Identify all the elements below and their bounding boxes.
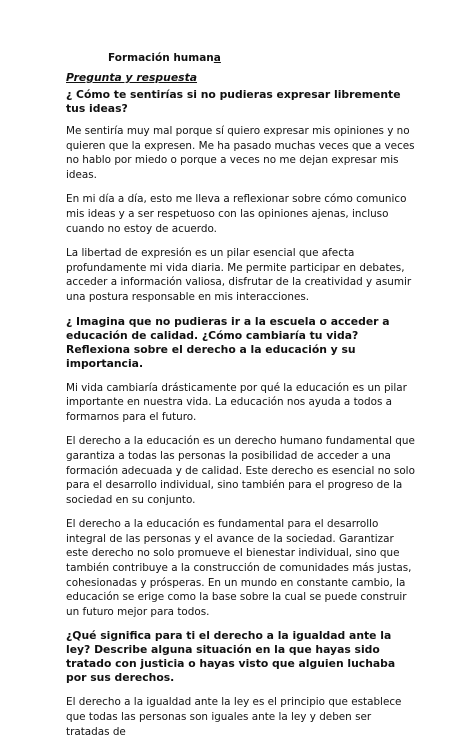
answer-2-paragraph-3: El derecho a la educación es fundamental para el desarrollo integral de las personas y el avance de la sociedad. Garantizar este derecho no solo promueve el bienestar individual, sino que también contribuye a la construcción de comunidades más justas, cohesionadas y prósperas. En un mundo en constante cambio, la educación se erige como la base sobre la cual se puede construir un futuro mejor para todos. <box>66 518 412 618</box>
document-subtitle: Pregunta y respuesta <box>66 71 198 84</box>
question-2: ¿ Imagina que no pudieras ir a la escuela o acceder a educación de calidad. ¿Cómo cambiaría tu vida? Reflexiona sobre el derecho a la educación y su importancia. <box>66 314 390 370</box>
question-3: ¿Qué significa para ti el derecho a la igualdad ante la ley? Describe alguna situación en la que hayas sido tratado con justicia o hayas visto que alguien luchaba por sus derechos. <box>66 629 396 685</box>
document-body <box>66 88 416 749</box>
document-title-underlined-letter: a <box>213 52 221 64</box>
answer-1-paragraph-1: Me sentiría muy mal porque sí quiero expresar mis opiniones y no quieren que la expresen. Me ha pasado muchas veces que a veces no hablo por miedo o porque a veces no me dejan expresar mis ideas. <box>66 125 415 181</box>
answer-3-paragraph-1: El derecho a la igualdad ante la ley es el principio que establece que todas las personas son iguales ante la ley y deben ser tratadas de <box>66 696 402 738</box>
document-title-main: Formación human <box>108 52 214 64</box>
answer-2-paragraph-2: El derecho a la educación es un derecho humano fundamental que garantiza a todas las personas la posibilidad de acceder a una formación adecuada y de calidad. Este derecho es esencial no solo para el desarrollo individual, sino también para el progreso de la sociedad en su conjunto. <box>66 435 415 506</box>
answer-2-paragraph-1: Mi vida cambiaría drásticamente por qué la educación es un pilar importante en nuestra vida. La educación nos ayuda a todos a formarnos para el futuro. <box>66 381 407 423</box>
answer-1-paragraph-3: La libertad de expresión es un pilar esencial que afecta profundamente mi vida diaria. Me permite participar en debates, acceder a información valiosa, disfrutar de la creatividad y asumir una postura responsable en mis interacciones. <box>66 247 412 303</box>
answer-1-paragraph-2: En mi día a día, esto me lleva a reflexionar sobre cómo comunico mis ideas y a ser respetuoso con las opiniones ajenas, incluso cuando no estoy de acuerdo. <box>66 193 407 235</box>
question-1: ¿ Cómo te sentirías si no pudieras expresar libremente tus ideas? <box>66 88 401 115</box>
document-title <box>108 52 221 64</box>
